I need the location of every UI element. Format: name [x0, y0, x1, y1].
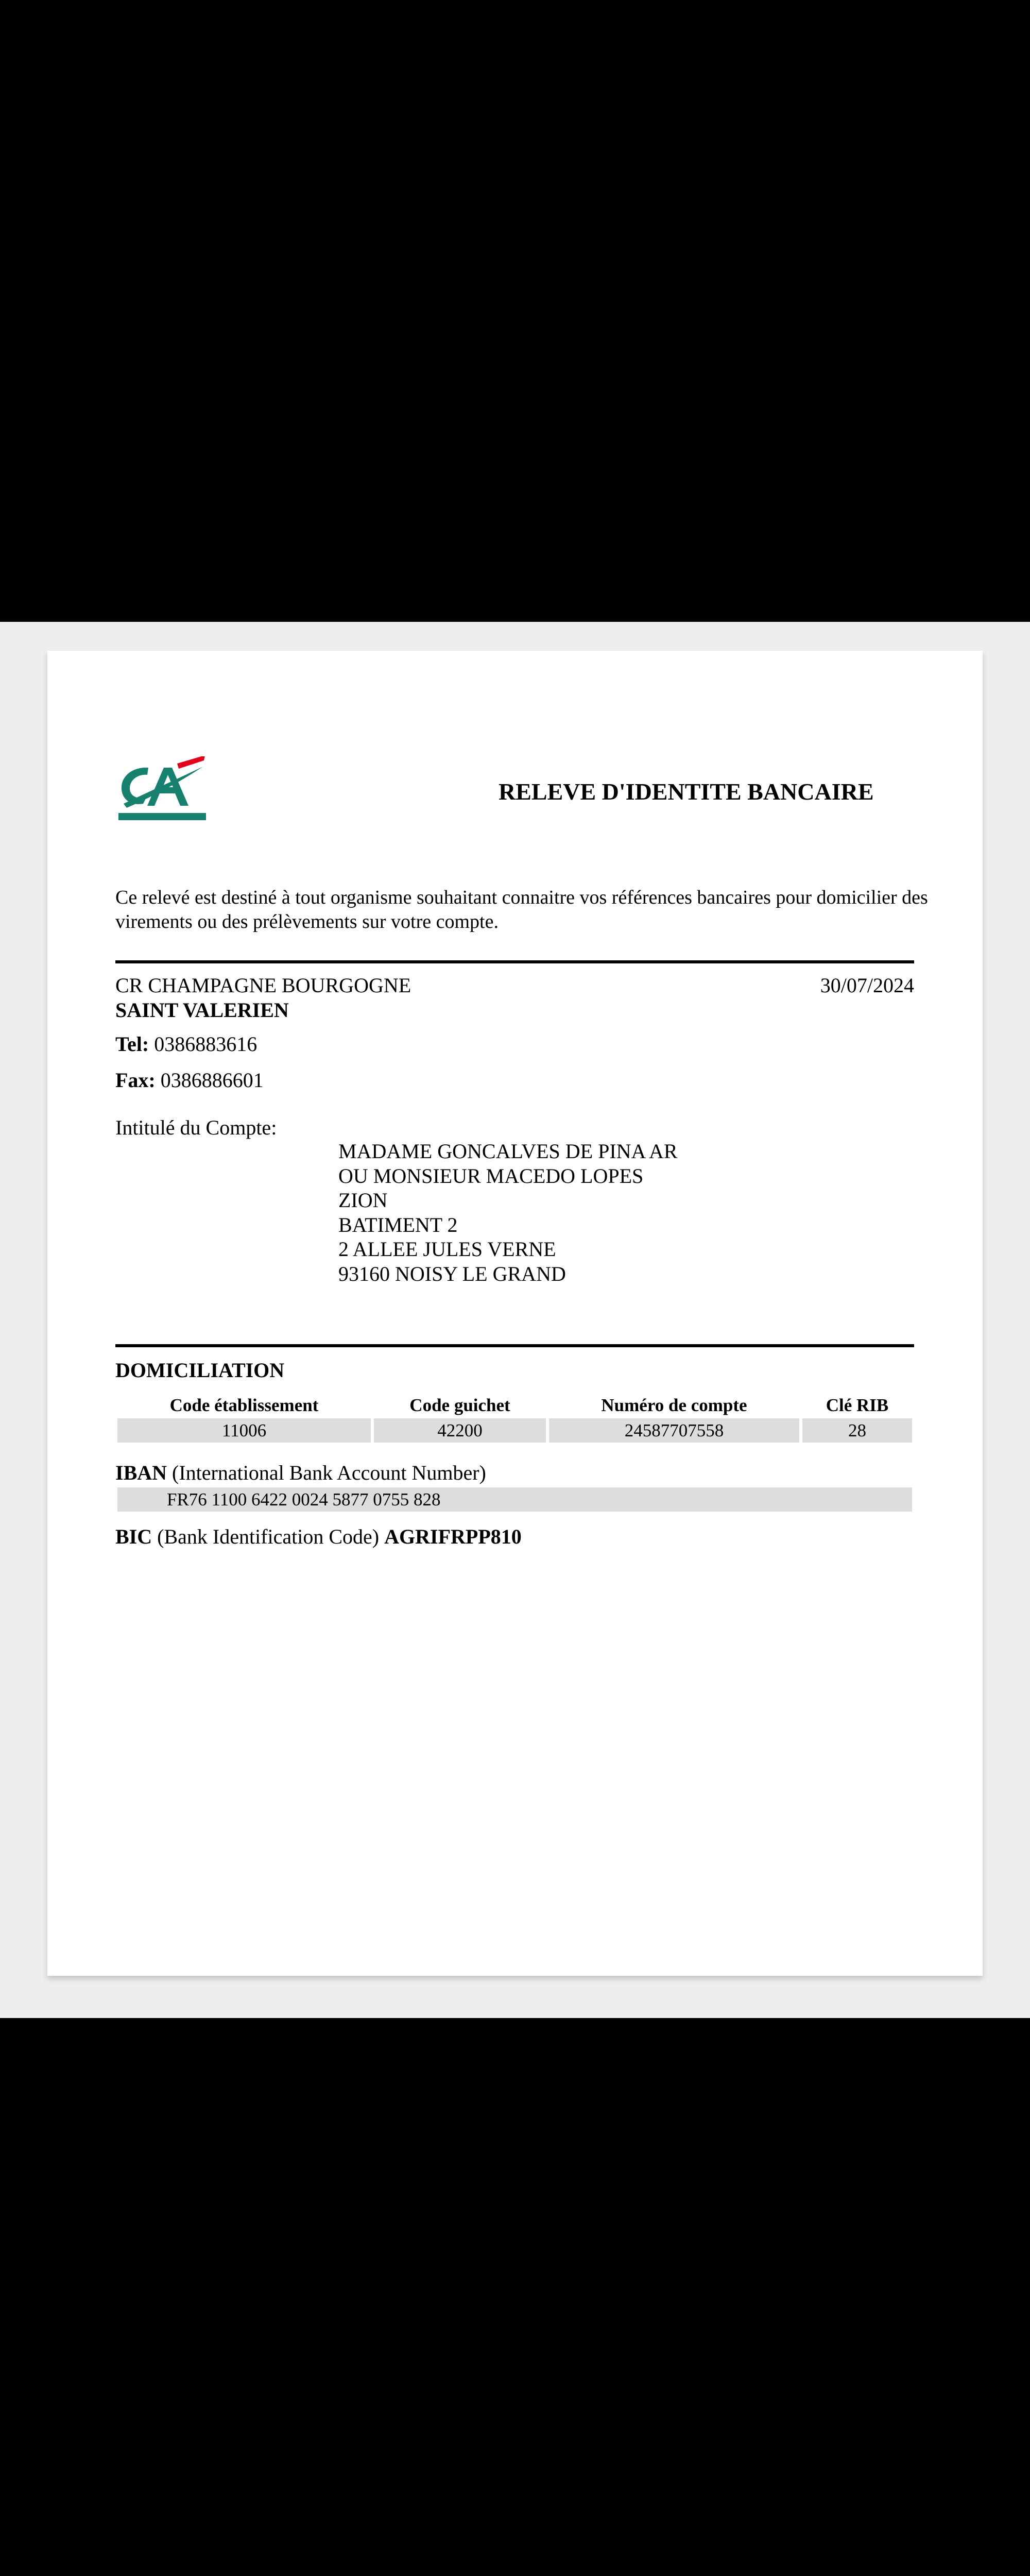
account-title-label: Intitulé du Compte:: [115, 1116, 277, 1139]
fax-number: 0386886601: [160, 1069, 264, 1092]
section-divider: [115, 960, 914, 963]
section-divider: [115, 1344, 914, 1347]
iban-label-line: [115, 1461, 486, 1485]
rib-value: 42200: [374, 1418, 546, 1443]
rib-column-bank-code: [117, 1393, 371, 1444]
document-viewer: [0, 622, 1030, 2018]
agency-name: SAINT VALERIEN: [115, 998, 289, 1022]
phone-number: 0386883616: [154, 1032, 258, 1056]
intro-paragraph: Ce relevé est destiné à tout organisme souhaitant connaitre vos références bancaires pour domicilier des virements ou des prélèvements sur votre compte.: [115, 887, 928, 933]
address-line: 93160 NOISY LE GRAND: [338, 1262, 566, 1285]
rib-column-rib-key: [802, 1393, 912, 1444]
phone-line: [115, 1032, 257, 1056]
iban-value: FR76 1100 6422 0024 5877 0755 828: [117, 1487, 912, 1512]
address-line: BATIMENT 2: [338, 1213, 458, 1236]
bic-label: BIC: [115, 1525, 152, 1548]
bank-logo-icon: [116, 756, 209, 823]
domiciliation-heading: DOMICILIATION: [115, 1359, 285, 1382]
rib-header: Code établissement: [169, 1395, 319, 1415]
bic-line: [115, 1524, 522, 1549]
bic-value: AGRIFRPP810: [384, 1525, 522, 1548]
rib-header: Code guichet: [409, 1395, 510, 1415]
rib-column-account-number: [549, 1393, 799, 1444]
rib-value: 24587707558: [549, 1418, 799, 1443]
rib-value: 11006: [117, 1418, 371, 1443]
bic-description: (Bank Identification Code): [157, 1525, 380, 1548]
rib-header: Numéro de compte: [601, 1395, 747, 1415]
document-page: [47, 651, 983, 1976]
address-line: 2 ALLEE JULES VERNE: [338, 1238, 556, 1261]
fax-line: [115, 1068, 264, 1092]
rib-column-branch-code: [374, 1393, 546, 1444]
iban-description: (International Bank Account Number): [172, 1461, 486, 1484]
iban-label: IBAN: [115, 1461, 167, 1484]
address-line: OU MONSIEUR MACEDO LOPES: [338, 1164, 644, 1188]
rib-value: 28: [802, 1418, 912, 1443]
logo-base-bar: [118, 813, 206, 820]
phone-label: Tel:: [115, 1032, 149, 1056]
address-line: ZION: [338, 1189, 388, 1212]
bank-name: CR CHAMPAGNE BOURGOGNE: [115, 974, 411, 997]
document-date: 30/07/2024: [820, 974, 914, 997]
document-title: RELEVE D'IDENTITE BANCAIRE: [499, 778, 874, 805]
address-line: MADAME GONCALVES DE PINA AR: [338, 1140, 678, 1163]
account-holder-address: [338, 1139, 678, 1286]
logo-red-stripe: [177, 756, 205, 769]
rib-table: [117, 1393, 912, 1444]
rib-header: Clé RIB: [826, 1395, 889, 1415]
fax-label: Fax:: [115, 1069, 156, 1092]
